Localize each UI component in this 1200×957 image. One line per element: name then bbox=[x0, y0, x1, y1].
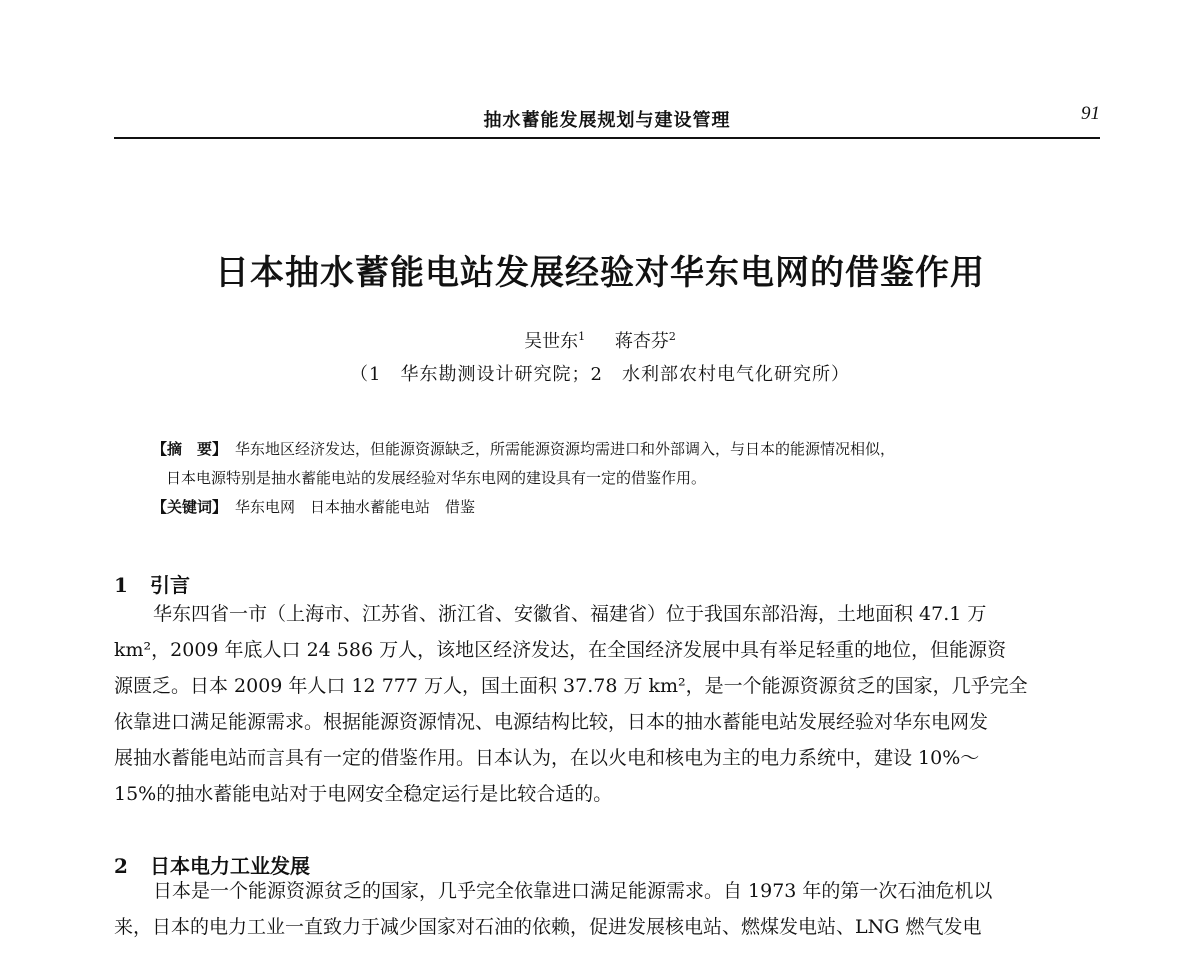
japan-power-paragraph bbox=[114, 873, 1100, 945]
keywords-line bbox=[152, 493, 1112, 522]
intro-line-3: 源匮乏。日本 2009 年人口 12 777 万人，国土面积 37.78 万 km²，是一个能源资源贫乏的国家，几乎完全 bbox=[114, 675, 1028, 697]
section-2-number: 2 bbox=[114, 853, 128, 878]
section-1-number: 1 bbox=[114, 572, 128, 597]
intro-line-4: 依靠进口满足能源需求。根据能源资源情况、电源结构比较，日本的抽水蓄能电站发展经验对华东电网发 bbox=[114, 711, 989, 733]
section-1-title: 引言 bbox=[150, 572, 190, 597]
keywords-label: 【关键词】 bbox=[152, 498, 228, 516]
section-heading-introduction bbox=[114, 572, 190, 597]
intro-line-5: 展抽水蓄能电站而言具有一定的借鉴作用。日本认为，在以火电和核电为主的电力系统中，建设 10%～ bbox=[114, 747, 980, 769]
author-line bbox=[0, 330, 1200, 353]
author-2-name: 蒋杏芬 bbox=[614, 331, 669, 352]
section-2-title: 日本电力工业发展 bbox=[150, 853, 310, 878]
abstract-line-1 bbox=[152, 435, 1112, 464]
running-header bbox=[114, 97, 1100, 139]
intro-line-6: 15%的抽水蓄能电站对于电网安全稳定运行是比较合适的。 bbox=[114, 783, 613, 805]
running-title: 抽水蓄能发展规划与建设管理 bbox=[483, 110, 731, 131]
introduction-paragraph bbox=[114, 596, 1100, 812]
abstract-line-2: 日本电源特别是抽水蓄能电站的发展经验对华东电网的建设具有一定的借鉴作用。 bbox=[166, 469, 707, 487]
paper-title: 日本抽水蓄能电站发展经验对华东电网的借鉴作用 bbox=[215, 252, 985, 293]
author-1-name: 吴世东 bbox=[524, 331, 579, 352]
section-2-line-1: 日本是一个能源资源贫乏的国家，几乎完全依靠进口满足能源需求。自 1973 年的第一次石油危机以 bbox=[153, 880, 993, 902]
intro-line-1: 华东四省一市（上海市、江苏省、浙江省、安徽省、福建省）位于我国东部沿海，土地面积 47.1 万 bbox=[153, 603, 987, 625]
page-number: 91 bbox=[1081, 103, 1100, 124]
author-2 bbox=[615, 330, 676, 353]
section-2-line-2: 来，日本的电力工业一直致力于减少国家对石油的依赖，促进发展核电站、燃煤发电站、LNG 燃气发电 bbox=[114, 916, 982, 938]
author-1-affiliation-marker: 1 bbox=[578, 330, 586, 343]
abstract-label: 【摘 要】 bbox=[152, 440, 228, 458]
keywords-text: 华东电网 日本抽水蓄能电站 借鉴 bbox=[235, 498, 476, 516]
author-1 bbox=[524, 330, 585, 353]
abstract-text-line-1: 华东地区经济发达，但能源资源缺乏，所需能源资源均需进口和外部调入，与日本的能源情况相似， bbox=[235, 440, 896, 458]
abstract-block bbox=[152, 435, 1112, 522]
intro-line-2: km²，2009 年底人口 24 586 万人，该地区经济发达，在全国经济发展中具有举足轻重的地位，但能源资 bbox=[114, 639, 1007, 661]
affiliations: （1 华东勘测设计研究院；2 水利部农村电气化研究所） bbox=[350, 364, 850, 385]
author-2-affiliation-marker: 2 bbox=[668, 330, 676, 343]
